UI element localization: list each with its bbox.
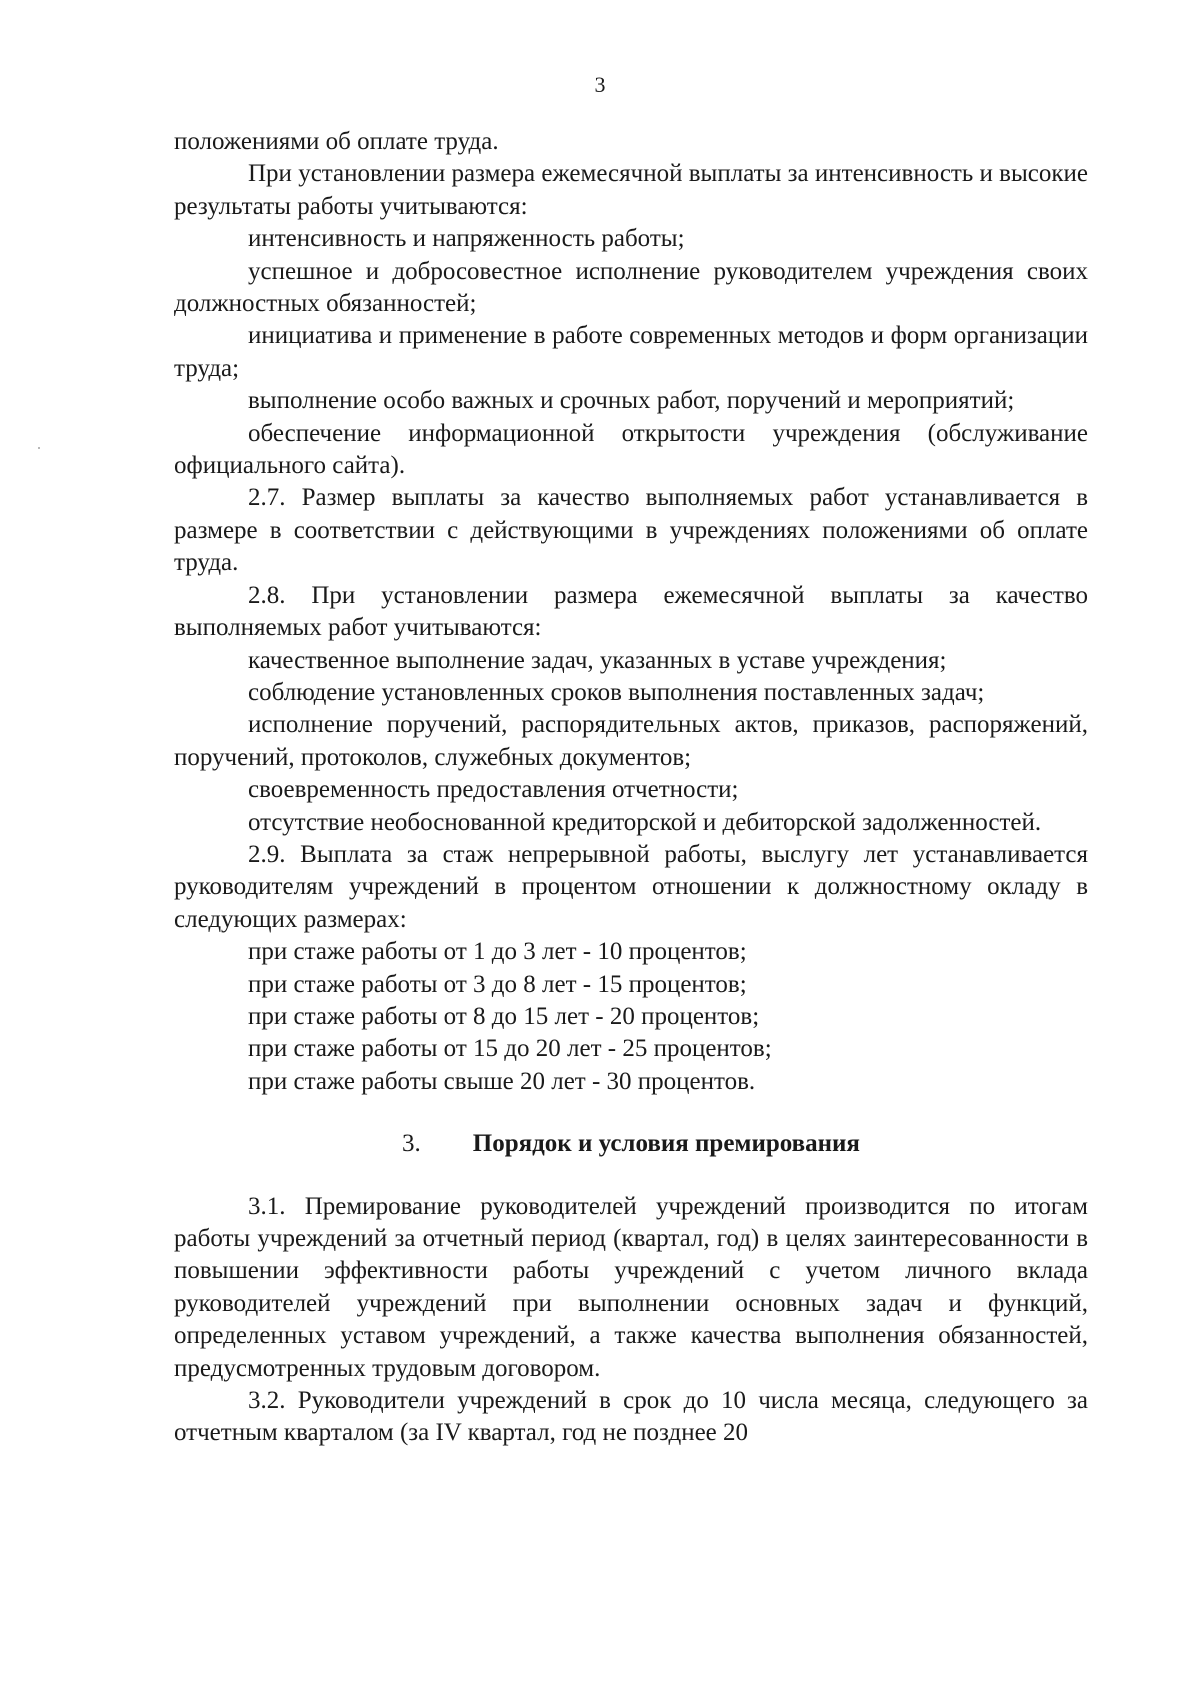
paragraph: при стаже работы от 8 до 15 лет - 20 процентов; [248,1002,760,1030]
page-number: 3 [594,72,606,97]
paragraph: выполнение особо важных и срочных работ, поручений и мероприятий; [248,387,1015,415]
section-2-text [174,126,1088,1098]
paragraph: качественное выполнение задач, указанных в уставе учреждения; [248,646,947,674]
paragraph: соблюдение установленных сроков выполнения поставленных задач; [248,678,985,706]
paragraph: обеспечение информационной открытости учреждения (обслуживание официального сайта). [174,419,1088,480]
paragraph: положениями об оплате труда. [174,128,499,155]
paragraph: 2.9. Выплата за стаж непрерывной работы, выслугу лет устанавливается руководителям учреждений в процентом отношении к должностному окладу в следующих размерах: [174,840,1088,933]
paragraph: отсутствие необоснованной кредиторской и дебиторской задолженностей. [248,808,1042,836]
section-title: Порядок и условия премирования [472,1130,860,1158]
section-3-text [174,1191,1088,1450]
paragraph: при стаже работы от 15 до 20 лет - 25 процентов; [248,1035,772,1063]
paragraph: При установлении размера ежемесячной выплаты за интенсивность и высокие результаты работы учитываются: [174,160,1088,220]
paragraph: успешное и добросовестное исполнение руководителем учреждения своих должностных обязанностей; [174,257,1088,318]
paragraph: 3.2. Руководители учреждений в срок до 10 числа месяца, следующего за отчетным кварталом (за IV квартал, год не позднее 20 [174,1387,1088,1447]
paragraph: при стаже работы от 1 до 3 лет - 10 процентов; [248,938,747,966]
document-body [174,126,1088,1450]
paragraph: своевременность предоставления отчетности; [248,776,739,804]
paragraph: интенсивность и напряженность работы; [248,225,685,253]
paragraph: исполнение поручений, распорядительных актов, приказов, распоряжений, поручений, протоколов, служебных документов; [174,711,1088,771]
section-number: 3. [402,1130,421,1158]
paragraph: инициатива и применение в работе современных методов и форм организации труда; [174,322,1088,382]
scan-speck [38,447,40,449]
paragraph: 3.1. Премирование руководителей учреждений производится по итогам работы учреждений за отчетный период (квартал, год) в целях заинтересованности в повышении эффективности работы учреждений с учетом личного вклада руководителей учреждений при выполнении основных задач и функций, определенных уставом учреждений, а также качества выполнения обязанностей, предусмотренных трудовым договором. [174,1192,1088,1382]
paragraph: при стаже работы свыше 20 лет - 30 процентов. [248,1067,756,1095]
paragraph: при стаже работы от 3 до 8 лет - 15 процентов; [248,970,747,998]
paragraph: 2.8. При установлении размера ежемесячной выплаты за качество выполняемых работ учитываются: [174,581,1088,642]
paragraph: 2.7. Размер выплаты за качество выполняемых работ устанавливается в размере в соответствии с действующими в учреждениях положениями об оплате труда. [174,484,1088,577]
section-heading [174,1128,1088,1160]
